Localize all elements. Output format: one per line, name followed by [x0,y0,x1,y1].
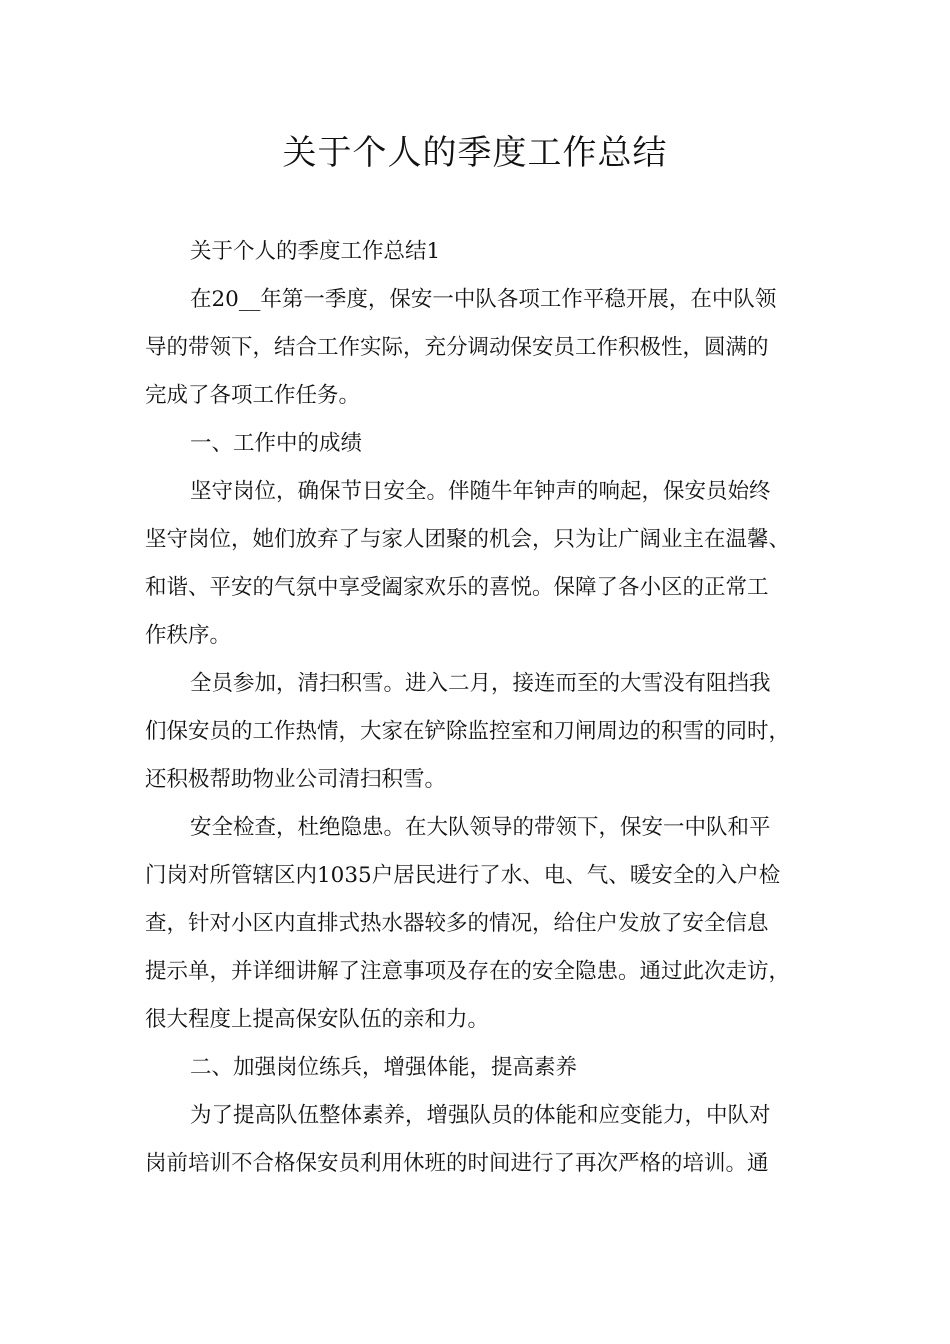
document-title: 关于个人的季度工作总结 [282,133,668,173]
text-line: 坚守岗位，确保节日安全。伴随牛年钟声的响起，保安员始终 [190,479,771,504]
text-line: 导的带领下，结合工作实际，充分调动保安员工作积极性，圆满的 [145,335,769,360]
text-line: 关于个人的季度工作总结1 [190,239,441,264]
text-line: 和谐、平安的气氛中享受阖家欢乐的喜悦。保障了各小区的正常工 [145,575,769,600]
body-paragraph [145,468,820,660]
body-paragraph [145,804,820,1044]
body-paragraph [145,1092,820,1188]
document-body [145,228,820,1188]
text-line: 查，针对小区内直排式热水器较多的情况，给住户发放了安全信息 [145,911,769,936]
text-line: 一、工作中的成绩 [190,431,363,456]
text-line: 安全检查，杜绝隐患。在大队领导的带领下，保安一中队和平 [190,815,771,840]
text-line: 还积极帮助物业公司清扫积雪。 [145,767,447,792]
text-line: 岗前培训不合格保安员利用休班的时间进行了再次严格的培训。通 [145,1151,769,1176]
section-heading [145,1044,820,1092]
body-paragraph [145,276,820,420]
text-line: 作秩序。 [145,623,232,648]
body-paragraph [145,660,820,804]
text-line: 提示单，并详细讲解了注意事项及存在的安全隐患。通过此次走访， [145,959,791,984]
text-line: 完成了各项工作任务。 [145,383,361,408]
text-line: 在20__年第一季度，保安一中队各项工作平稳开展，在中队领 [190,287,777,312]
text-line: 为了提高队伍整体素养，增强队员的体能和应变能力，中队对 [190,1103,771,1128]
text-line: 二、加强岗位练兵，增强体能，提高素养 [190,1055,578,1080]
document-subtitle [145,228,820,276]
text-line: 很大程度上提高保安队伍的亲和力。 [145,1007,490,1032]
text-line: 全员参加，清扫积雪。进入二月，接连而至的大雪没有阻挡我 [190,671,771,696]
text-line: 们保安员的工作热情，大家在铲除监控室和刀闸周边的积雪的同时， [145,719,791,744]
section-heading [145,420,820,468]
text-line: 坚守岗位，她们放弃了与家人团聚的机会，只为让广阔业主在温馨、 [145,527,791,552]
text-line: 门岗对所管辖区内1035户居民进行了水、电、气、暖安全的入户检 [145,863,781,888]
